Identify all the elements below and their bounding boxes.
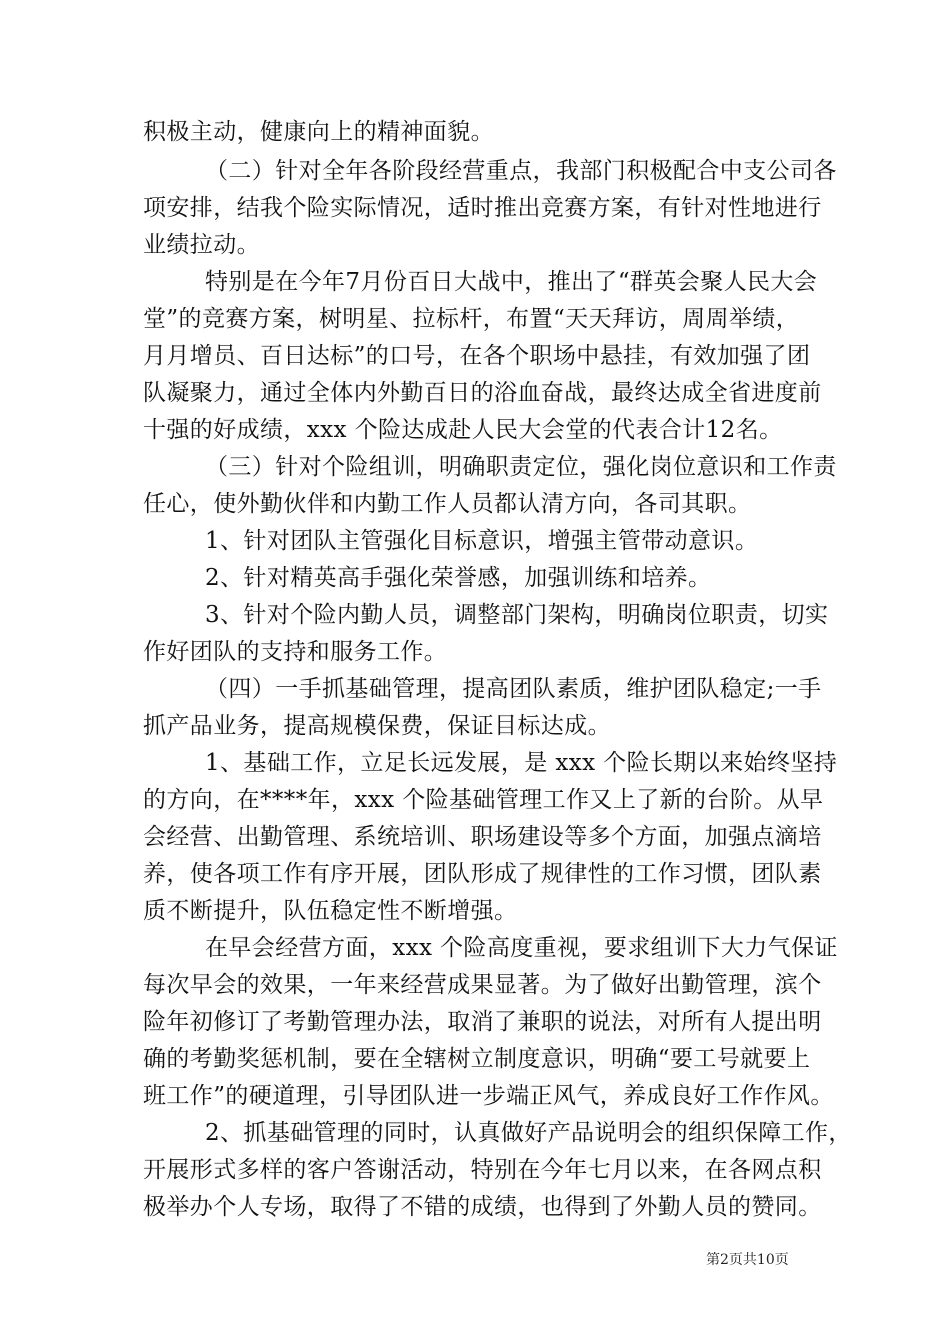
body-text-line: 养，使各项工作有序开展，团队形成了规律性的工作习惯，团队素 (143, 861, 822, 887)
body-text-line: 抓产品业务，提高规模保费，保证目标达成。 (143, 713, 611, 739)
body-text-line: 确的考勤奖惩机制，要在全辖树立制度意识，明确“要工号就要上 (143, 1046, 811, 1072)
body-text-line: 积极主动，健康向上的精神面貌。 (143, 119, 494, 145)
body-text-line: 开展形式多样的客户答谢活动，特别在今年七月以来，在各网点积 (143, 1157, 822, 1183)
body-text-line: 月月增员、百日达标”的口号，在各个职场中悬挂，有效加强了团 (143, 343, 811, 369)
body-text-line: 会经营、出勤管理、系统培训、职场建设等多个方面，加强点滴培 (143, 824, 822, 850)
body-text-line: 队凝聚力，通过全体内外勤百日的浴血奋战，最终达成全省进度前 (143, 380, 822, 406)
body-text-line: 十强的好成绩，xxx 个险达成赴人民大会堂的代表合计12名。 (143, 417, 783, 443)
page-number-footer: 第2页共10页 (706, 1252, 789, 1268)
body-text-line: 的方向，在****年，xxx 个险基础管理工作又上了新的台阶。从早 (143, 787, 824, 813)
body-text-line: 堂”的竞赛方案，树明星、拉标杆，布置“天天拜访，周周举绩， (143, 306, 800, 332)
body-text-line: （四）一手抓基础管理，提高团队素质，维护团队稳定;一手 (205, 676, 822, 702)
body-text-line: 班工作”的硬道理，引导团队进一步端正风气，养成良好工作作风。 (143, 1083, 834, 1109)
body-text-line: 每次早会的效果，一年来经营成果显著。为了做好出勤管理，滨个 (143, 972, 822, 998)
body-text-line: （三）针对个险组训，明确职责定位，强化岗位意识和工作责 (205, 454, 837, 480)
body-text-line: （二）针对全年各阶段经营重点，我部门积极配合中支公司各 (205, 158, 837, 184)
body-text-line: 1、针对团队主管强化目标意识，增强主管带动意识。 (205, 528, 759, 554)
body-text-line: 作好团队的支持和服务工作。 (143, 639, 448, 665)
body-text-line: 在早会经营方面，xxx 个险高度重视，要求组训下大力气保证 (205, 935, 838, 961)
body-text-line: 特别是在今年7月份百日大战中，推出了“群英会聚人民大会 (205, 269, 818, 295)
body-text-line: 3、针对个险内勤人员，调整部门架构，明确岗位职责，切实 (205, 602, 829, 628)
body-text-line: 质不断提升，队伍稳定性不断增强。 (143, 898, 518, 924)
body-text-line: 险年初修订了考勤管理办法，取消了兼职的说法，对所有人提出明 (143, 1009, 822, 1035)
body-text-line: 任心，使外勤伙伴和内勤工作人员都认清方向，各司其职。 (143, 491, 752, 517)
body-text-line: 2、抓基础管理的同时，认真做好产品说明会的组织保障工作， (205, 1120, 852, 1146)
body-text-line: 2、针对精英高手强化荣誉感，加强训练和培养。 (205, 565, 712, 591)
body-text-line: 极举办个人专场，取得了不错的成绩，也得到了外勤人员的赞同。 (143, 1194, 822, 1220)
body-text-line: 业绩拉动。 (143, 232, 260, 258)
body-text-line: 1、基础工作，立足长远发展，是 xxx 个险长期以来始终坚持 (205, 750, 838, 776)
body-text-line: 项安排，结我个险实际情况，适时推出竞赛方案，有针对性地进行 (143, 195, 822, 221)
